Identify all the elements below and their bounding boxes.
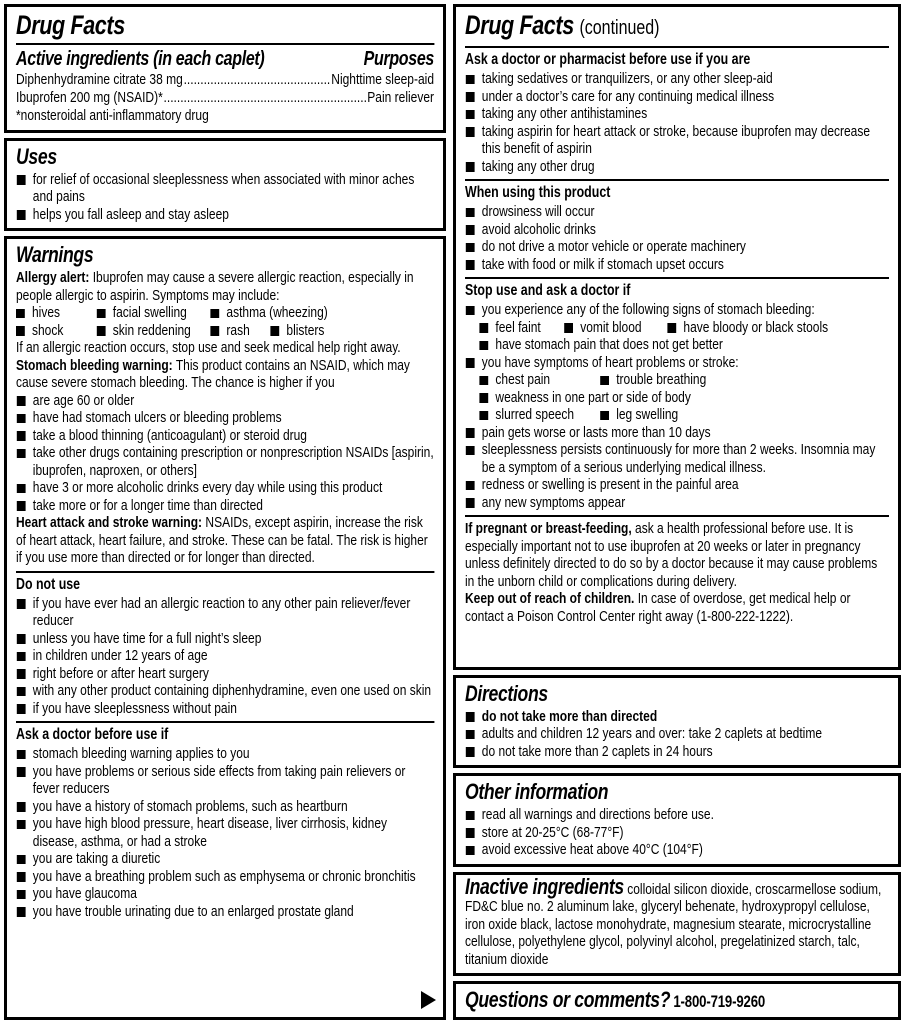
allergy-followup: If an allergic reaction occurs, stop use and seek medical help right away. [16,339,401,356]
bullet-item: you have trouble urinating due to an enlarged prostate gland [16,903,434,921]
heart-attack-paragraph: Heart attack and stroke warning: NSAIDs, except aspirin, increase the risk of heart attack, heart failure, and stroke. These can be fatal. The risk is higher if you use more than directed or for longer than directed. [16,514,428,566]
inactive-ingredients-title: Inactive ingredients [465,873,624,899]
symptom-item: blisters [270,322,324,340]
bullet-item: helps you fall asleep and stay asleep [16,206,434,224]
bullet-item: you have symptoms of heart problems or stroke: [465,354,889,372]
ingredient-purpose: Pain reliever [367,89,434,106]
bullet-item: do not take more than 2 caplets in 24 hours [465,743,889,761]
bullet-item: you have a breathing problem such as emphysema or chronic bronchitis [16,868,434,886]
allergy-symptoms-row [16,304,434,322]
allergy-alert-paragraph: Allergy alert: Ibuprofen may cause a severe allergic reaction, especially in people allergic to aspirin. Symptoms may include: [16,269,414,304]
drug-facts-title: Drug Facts [16,10,125,40]
questions-title: Questions or comments? [465,987,671,1012]
section-divider [16,721,434,723]
drug-facts-continued-title: Drug Facts (continued) [465,10,660,40]
symptom-item: rash [210,322,270,340]
bullet-item: pain gets worse or lasts more than 10 days [465,424,889,442]
heart-signs-row [479,389,889,407]
heart-signs-row [479,406,889,424]
inactive-ingredients-paragraph: Inactive ingredients colloidal silicon dioxide, croscarmellose sodium, FD&C blue no. 2 aluminum lake, glyceryl behenate, hydroxypropyl cellulose, iron oxide black, lactose monohydrate, magnesium stearate, microcrystalline cellulose, polyethylene glycol, polyvinyl alcohol, pregelatinized starch, talc, titanium dioxide [465,873,882,968]
left-column [4,4,446,1020]
bullet-item: you experience any of the following signs of stomach bleeding: [465,301,889,319]
when-using-heading: When using this product [465,184,611,201]
sign-item: slurred speech [479,406,600,424]
bullet-item: have had stomach ulcers or bleeding problems [16,409,434,427]
bullet-item: taking any other drug [465,158,889,176]
dot-leader [164,89,367,107]
active-ingredients-box [4,4,446,133]
section-divider [16,571,434,573]
pregnancy-paragraph: If pregnant or breast-feeding, ask a health professional before use. It is especially important not to use ibuprofen at 20 weeks or later in pregnancy unless definitely directed to do so by a doctor because it may cause problems in the unborn child or complications during delivery. [465,520,878,590]
directions-title: Directions [465,680,548,706]
bullet-item: take with food or milk if stomach upset occurs [465,256,889,274]
allergy-alert-lead: Allergy alert: [16,269,90,286]
bullet-item: unless you have time for a full night’s sleep [16,630,434,648]
uses-title: Uses [16,143,57,169]
title-divider [16,43,434,45]
bullet-item: taking any other antihistamines [465,105,889,123]
sign-item: vomit blood [564,319,667,337]
section-divider [465,179,889,181]
ingredient-row [16,71,434,89]
bullet-item: if you have sleeplessness without pain [16,700,434,718]
keep-out-of-reach-lead: Keep out of reach of children. [465,590,635,607]
section-divider [465,277,889,279]
sign-item: have bloody or black stools [667,319,828,337]
questions-box [453,981,901,1020]
symptom-item: hives [16,304,97,322]
bullet-item: take other drugs containing prescription or nonprescription NSAIDs [aspirin, ibuprofen, naproxen, or others] [16,444,434,479]
drug-facts-continued-box [453,4,901,670]
stomach-bleeding-lead: Stomach bleeding warning: [16,356,173,374]
bullet-item: taking aspirin for heart attack or stroke, because ibuprofen may decrease this benefit of aspirin [465,123,889,158]
bullet-item: take a blood thinning (anticoagulant) or steroid drug [16,427,434,445]
bullet-item: for relief of occasional sleeplessness when associated with minor aches and pains [16,171,434,206]
bullet-item: avoid excessive heat above 40°C (104°F) [465,841,889,859]
bullet-item: right before or after heart surgery [16,665,434,683]
active-ingredients-heading: Active ingredients (in each caplet) [16,48,265,70]
inactive-ingredients-box [453,872,901,977]
sign-item: have stomach pain that does not get better [479,336,722,354]
bullet-item: do not drive a motor vehicle or operate machinery [465,238,889,256]
bleeding-signs-row [479,319,889,337]
symptom-item: asthma (wheezing) [210,304,327,322]
bullet-item: if you have ever had an allergic reaction to any other pain reliever/fever reducer [16,595,434,630]
bullet-item: under a doctor’s care for any continuing medical illness [465,88,889,106]
symptom-item: skin reddening [97,322,211,340]
bullet-item: any new symptoms appear [465,494,889,512]
bullet-item: adults and children 12 years and over: take 2 caplets at bedtime [465,725,889,743]
bullet-item: in children under 12 years of age [16,647,434,665]
other-information-title: Other information [465,779,609,804]
uses-box [4,138,446,232]
bullet-item: store at 20-25°C (68-77°F) [465,824,889,842]
sign-item: weakness in one part or side of body [479,389,690,407]
ingredient-purpose: Nighttime sleep-aid [331,71,434,88]
sign-item: leg swelling [600,406,678,424]
ingredient-name: Ibuprofen 200 mg (NSAID)* [16,89,163,106]
purposes-heading: Purposes [363,48,434,70]
bullet-item: stomach bleeding warning applies to you [16,745,434,763]
allergy-symptoms-row [16,322,434,340]
bullet-item: you have high blood pressure, heart disease, liver cirrhosis, kidney disease, asthma, or had a stroke [16,815,434,850]
ingredient-row [16,89,434,107]
questions-phone-number: 1-800-719-9260 [673,993,766,1011]
pregnancy-lead: If pregnant or breast-feeding, [465,520,632,537]
ingredient-name: Diphenhydramine citrate 38 mg [16,71,183,88]
stop-use-heading: Stop use and ask a doctor if [465,282,631,299]
bullet-item: you have a history of stomach problems, such as heartburn [16,798,434,816]
heart-attack-lead: Heart attack and stroke warning: [16,514,203,531]
warnings-title: Warnings [16,242,94,267]
sign-item: trouble breathing [600,371,706,389]
symptom-item: shock [16,322,97,340]
bleeding-signs-row [479,336,889,354]
bullet-item: with any other product containing diphenhydramine, even one used on skin [16,682,434,700]
warnings-box [4,236,446,1020]
ask-pharmacist-heading: Ask a doctor or pharmacist before use if you are [465,51,751,68]
bullet-item: sleeplessness persists continuously for more than 2 weeks. Insomnia may be a symptom of a serious underlying medical illness. [465,441,889,476]
bullet-item: you have problems or serious side effects from taking pain relievers or fever reducers [16,763,434,798]
bullet-item: read all warnings and directions before use. [465,806,889,824]
do-not-use-heading: Do not use [16,575,81,593]
symptom-item: facial swelling [97,304,211,322]
keep-out-of-reach-paragraph: Keep out of reach of children. In case of overdose, get medical help or contact a Poison Control Center right away (1-800-222-1222). [465,590,851,625]
right-column [453,4,901,1020]
ask-doctor-heading: Ask a doctor before use if [16,726,169,743]
directions-box [453,675,901,769]
continued-suffix: (continued) [579,17,660,39]
active-ingredients-heading-row [16,48,434,71]
sign-item: chest pain [479,371,600,389]
bullet-item: do not take more than directed [465,708,889,726]
bullet-item: you have glaucoma [16,885,434,903]
title-divider [465,46,889,48]
other-information-box [453,773,901,867]
nsaid-footnote: *nonsteroidal anti-inflammatory drug [16,107,209,124]
bullet-item: redness or swelling is present in the painful area [465,476,889,494]
heart-signs-row [479,371,889,389]
bullet-item: take more or for a longer time than directed [16,497,434,515]
bullet-item: you are taking a diuretic [16,850,434,868]
bullet-item: drowsiness will occur [465,203,889,221]
dot-leader [184,71,331,89]
bullet-item: avoid alcoholic drinks [465,221,889,239]
bullet-item: taking sedatives or tranquilizers, or any other sleep-aid [465,70,889,88]
questions-row [465,987,889,1012]
bullet-item: are age 60 or older [16,392,434,410]
bullet-item: have 3 or more alcoholic drinks every day while using this product [16,479,434,497]
stomach-bleeding-paragraph: Stomach bleeding warning: This product contains an NSAID, which may cause severe stomach bleeding. The chance is higher if you [16,356,410,391]
continued-arrow-icon [421,991,436,1009]
sign-item: feel faint [479,319,564,337]
section-divider [465,515,889,517]
